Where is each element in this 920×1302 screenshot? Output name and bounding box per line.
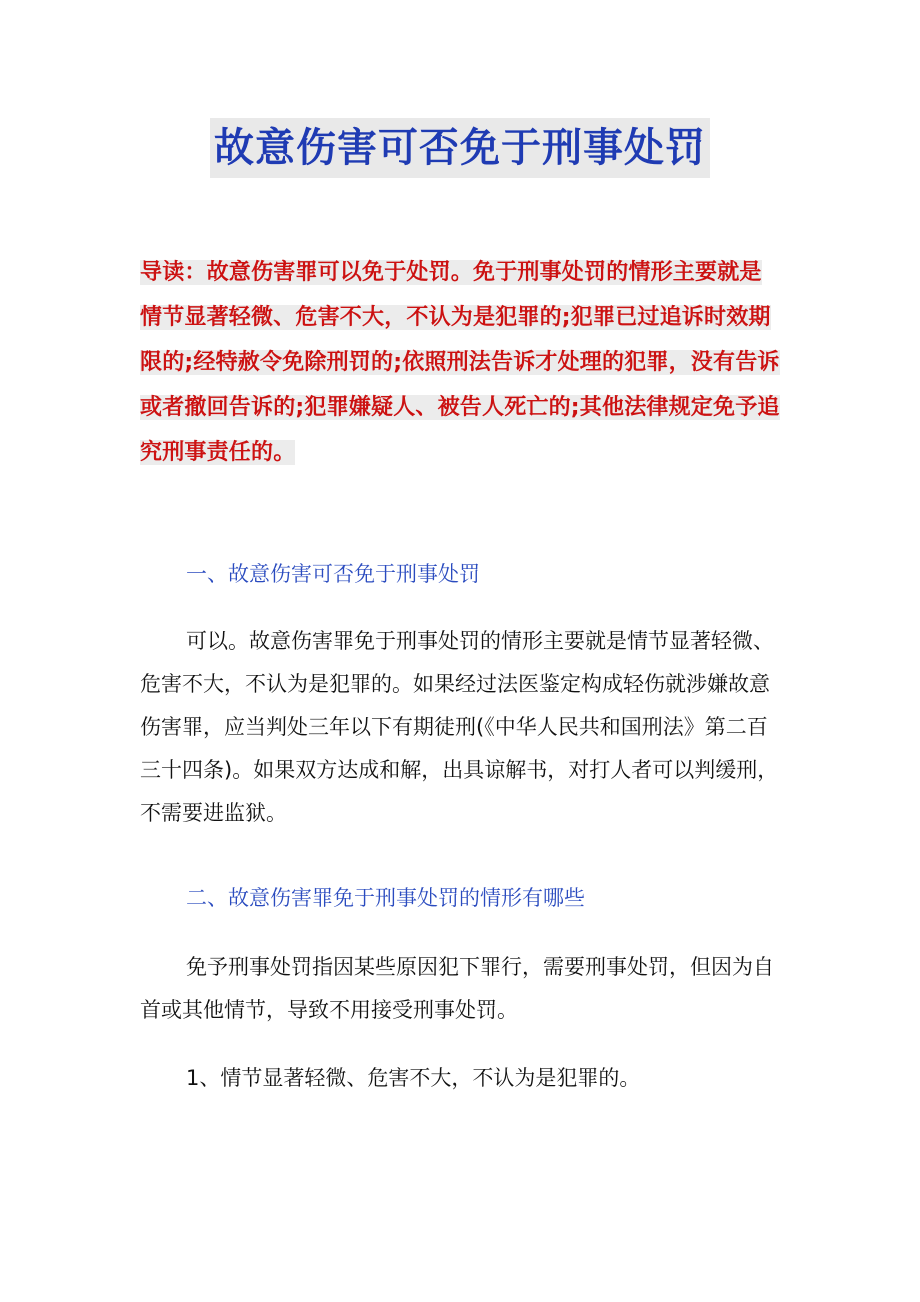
section-1-heading: 一、故意伤害可否免于刑事处罚 (186, 562, 480, 586)
list-item: 1、情节显著轻微、危害不大，不认为是犯罪的。 (186, 1066, 641, 1090)
page-title: 故意伤害可否免于刑事处罚 (210, 118, 710, 178)
lead-text: 导读：故意伤害罪可以免于处罚。免于刑事处罚的情形主要就是情节显著轻微、危害不大，不认为是犯罪的;犯罪已过追诉时效期限的;经特赦令免除刑罚的;依照刑法告诉才处理的犯罪，没有告诉或者撤回告诉的;犯罪嫌疑人、被告人死亡的;其他法律规定免予追究刑事责任的。 (140, 260, 780, 465)
section-1-body: 可以。故意伤害罪免于刑事处罚的情形主要就是情节显著轻微、危害不大，不认为是犯罪的。如果经过法医鉴定构成轻伤就涉嫌故意伤害罪，应当判处三年以下有期徒刑(《中华人民共和国刑法》第二百三十四条)。如果双方达成和解，出具谅解书，对打人者可以判缓刑，不需要进监狱。 (140, 629, 779, 825)
title-container (0, 118, 920, 178)
section-2-heading: 二、故意伤害罪免于刑事处罚的情形有哪些 (186, 886, 585, 910)
lead-paragraph (140, 250, 780, 475)
section-2-body: 免予刑事处罚指因某些原因犯下罪行，需要刑事处罚，但因为自首或其他情节，导致不用接受刑事处罚。 (140, 955, 774, 1022)
